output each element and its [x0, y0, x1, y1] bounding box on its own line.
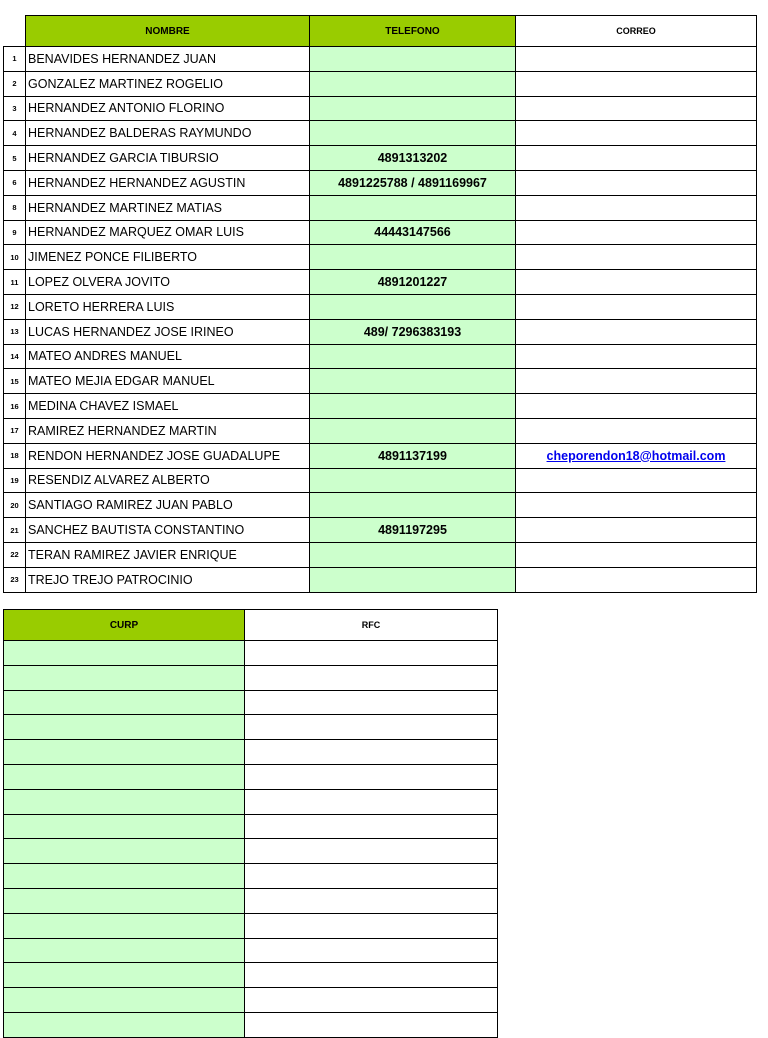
telefono-cell[interactable]	[310, 195, 516, 220]
nombre-cell[interactable]: SANTIAGO RAMIREZ JUAN PABLO	[26, 493, 310, 518]
correo-cell[interactable]	[516, 294, 757, 319]
correo-cell[interactable]	[516, 47, 757, 72]
curp-cell[interactable]	[4, 938, 245, 963]
telefono-cell[interactable]	[310, 542, 516, 567]
table-row	[4, 641, 498, 666]
rfc-cell[interactable]	[245, 690, 498, 715]
telefono-cell[interactable]: 4891137199	[310, 443, 516, 468]
table-row	[4, 96, 757, 121]
table-row	[4, 518, 757, 543]
header-telefono: TELEFONO	[310, 16, 516, 47]
curp-cell[interactable]	[4, 913, 245, 938]
table-row	[4, 1012, 498, 1037]
table-row	[4, 864, 498, 889]
telefono-cell[interactable]: 44443147566	[310, 220, 516, 245]
nombre-cell[interactable]: RENDON HERNANDEZ JOSE GUADALUPE	[26, 443, 310, 468]
telefono-cell[interactable]	[310, 245, 516, 270]
row-number: 22	[4, 542, 26, 567]
correo-cell[interactable]	[516, 542, 757, 567]
telefono-cell[interactable]	[310, 493, 516, 518]
table-row	[4, 220, 757, 245]
correo-cell[interactable]	[516, 270, 757, 295]
table-row	[4, 963, 498, 988]
curp-cell[interactable]	[4, 665, 245, 690]
nombre-cell[interactable]: LORETO HERRERA LUIS	[26, 294, 310, 319]
rfc-cell[interactable]	[245, 764, 498, 789]
rfc-cell[interactable]	[245, 1012, 498, 1037]
curp-cell[interactable]	[4, 789, 245, 814]
row-number: 15	[4, 369, 26, 394]
correo-cell[interactable]	[516, 468, 757, 493]
row-number: 19	[4, 468, 26, 493]
table-row	[4, 542, 757, 567]
row-number: 3	[4, 96, 26, 121]
correo-cell[interactable]	[516, 170, 757, 195]
curp-rfc-header-row	[4, 610, 498, 641]
correo-cell[interactable]	[516, 518, 757, 543]
correo-cell[interactable]	[516, 71, 757, 96]
row-number: 14	[4, 344, 26, 369]
curp-cell[interactable]	[4, 814, 245, 839]
telefono-cell[interactable]	[310, 468, 516, 493]
telefono-cell[interactable]: 4891225788 / 4891169967	[310, 170, 516, 195]
curp-rfc-table	[3, 609, 498, 1038]
table-row	[4, 715, 498, 740]
correo-cell[interactable]	[516, 369, 757, 394]
rfc-cell[interactable]	[245, 715, 498, 740]
table-row	[4, 690, 498, 715]
table-row	[4, 294, 757, 319]
table-row	[4, 47, 757, 72]
curp-cell[interactable]	[4, 988, 245, 1013]
curp-cell[interactable]	[4, 888, 245, 913]
telefono-cell[interactable]	[310, 71, 516, 96]
nombre-cell[interactable]: HERNANDEZ ANTONIO FLORINO	[26, 96, 310, 121]
table-row	[4, 394, 757, 419]
rfc-cell[interactable]	[245, 963, 498, 988]
nombre-cell[interactable]: RESENDIZ ALVAREZ ALBERTO	[26, 468, 310, 493]
table-row	[4, 567, 757, 592]
curp-cell[interactable]	[4, 641, 245, 666]
row-number: 12	[4, 294, 26, 319]
telefono-cell[interactable]	[310, 418, 516, 443]
correo-cell[interactable]	[516, 245, 757, 270]
table-row	[4, 369, 757, 394]
rfc-cell[interactable]	[245, 864, 498, 889]
nombre-cell[interactable]: TREJO TREJO PATROCINIO	[26, 567, 310, 592]
nombre-cell[interactable]: RAMIREZ HERNANDEZ MARTIN	[26, 418, 310, 443]
rfc-cell[interactable]	[245, 913, 498, 938]
row-number: 8	[4, 195, 26, 220]
table-row	[4, 938, 498, 963]
curp-cell[interactable]	[4, 740, 245, 765]
nombre-cell[interactable]: MATEO ANDRES MANUEL	[26, 344, 310, 369]
telefono-cell[interactable]	[310, 294, 516, 319]
correo-cell[interactable]	[516, 319, 757, 344]
curp-cell[interactable]	[4, 764, 245, 789]
table-row	[4, 493, 757, 518]
nombre-cell[interactable]: BENAVIDES HERNANDEZ JUAN	[26, 47, 310, 72]
rfc-cell[interactable]	[245, 665, 498, 690]
rfc-cell[interactable]	[245, 938, 498, 963]
nombre-cell[interactable]: MATEO MEJIA EDGAR MANUEL	[26, 369, 310, 394]
table-row	[4, 789, 498, 814]
table-row	[4, 988, 498, 1013]
email-link[interactable]: cheporendon18@hotmail.com	[546, 448, 726, 463]
row-number: 2	[4, 71, 26, 96]
curp-cell[interactable]	[4, 963, 245, 988]
rfc-cell[interactable]	[245, 988, 498, 1013]
row-number: 5	[4, 146, 26, 171]
table-row	[4, 121, 757, 146]
nombre-cell[interactable]: HERNANDEZ GARCIA TIBURSIO	[26, 146, 310, 171]
row-number: 13	[4, 319, 26, 344]
row-number: 1	[4, 47, 26, 72]
row-number: 4	[4, 121, 26, 146]
rfc-cell[interactable]	[245, 789, 498, 814]
rfc-cell[interactable]	[245, 814, 498, 839]
table-row	[4, 888, 498, 913]
correo-cell[interactable]	[516, 121, 757, 146]
nombre-cell[interactable]: HERNANDEZ HERNANDEZ AGUSTIN	[26, 170, 310, 195]
nombre-cell[interactable]: LUCAS HERNANDEZ JOSE IRINEO	[26, 319, 310, 344]
table-row	[4, 195, 757, 220]
table-row	[4, 170, 757, 195]
header-curp: CURP	[4, 610, 245, 641]
header-correo: CORREO	[516, 16, 757, 47]
correo-cell[interactable]	[516, 443, 757, 468]
nombre-cell[interactable]: HERNANDEZ MARTINEZ MATIAS	[26, 195, 310, 220]
table-row	[4, 740, 498, 765]
row-number: 9	[4, 220, 26, 245]
telefono-cell[interactable]	[310, 47, 516, 72]
row-number: 18	[4, 443, 26, 468]
table-row	[4, 71, 757, 96]
row-number: 6	[4, 170, 26, 195]
row-number: 10	[4, 245, 26, 270]
correo-cell[interactable]	[516, 567, 757, 592]
telefono-cell[interactable]	[310, 369, 516, 394]
header-rfc: RFC	[245, 610, 498, 641]
nombre-cell[interactable]: TERAN RAMIREZ JAVIER ENRIQUE	[26, 542, 310, 567]
row-number: 21	[4, 518, 26, 543]
telefono-cell[interactable]: 4891201227	[310, 270, 516, 295]
table-row	[4, 913, 498, 938]
nombre-cell[interactable]: LOPEZ OLVERA JOVITO	[26, 270, 310, 295]
telefono-cell[interactable]	[310, 567, 516, 592]
telefono-cell[interactable]	[310, 96, 516, 121]
curp-cell[interactable]	[4, 1012, 245, 1037]
nombre-cell[interactable]: JIMENEZ PONCE FILIBERTO	[26, 245, 310, 270]
corner-cell	[4, 16, 26, 47]
curp-cell[interactable]	[4, 864, 245, 889]
table-row	[4, 764, 498, 789]
telefono-cell[interactable]: 489/ 7296383193	[310, 319, 516, 344]
contacts-header-row	[4, 16, 757, 47]
telefono-cell[interactable]: 4891197295	[310, 518, 516, 543]
contacts-body	[4, 47, 757, 593]
curp-rfc-body	[4, 641, 498, 1038]
table-row	[4, 665, 498, 690]
table-row	[4, 146, 757, 171]
row-number: 16	[4, 394, 26, 419]
table-row	[4, 839, 498, 864]
curp-cell[interactable]	[4, 715, 245, 740]
table-row	[4, 418, 757, 443]
row-number: 17	[4, 418, 26, 443]
nombre-cell[interactable]: HERNANDEZ BALDERAS RAYMUNDO	[26, 121, 310, 146]
rfc-cell[interactable]	[245, 641, 498, 666]
telefono-cell[interactable]: 4891313202	[310, 146, 516, 171]
correo-cell[interactable]	[516, 195, 757, 220]
table-row	[4, 319, 757, 344]
nombre-cell[interactable]: HERNANDEZ MARQUEZ OMAR LUIS	[26, 220, 310, 245]
table-row	[4, 245, 757, 270]
rfc-cell[interactable]	[245, 888, 498, 913]
table-row	[4, 344, 757, 369]
rfc-cell[interactable]	[245, 740, 498, 765]
curp-cell[interactable]	[4, 690, 245, 715]
table-row	[4, 468, 757, 493]
row-number: 11	[4, 270, 26, 295]
correo-cell[interactable]	[516, 394, 757, 419]
nombre-cell[interactable]: SANCHEZ BAUTISTA CONSTANTINO	[26, 518, 310, 543]
table-row	[4, 270, 757, 295]
correo-cell[interactable]	[516, 344, 757, 369]
nombre-cell[interactable]: MEDINA CHAVEZ ISMAEL	[26, 394, 310, 419]
telefono-cell[interactable]	[310, 121, 516, 146]
correo-cell[interactable]	[516, 146, 757, 171]
correo-cell[interactable]	[516, 96, 757, 121]
table-row	[4, 814, 498, 839]
correo-cell[interactable]	[516, 220, 757, 245]
telefono-cell[interactable]	[310, 394, 516, 419]
rfc-cell[interactable]	[245, 839, 498, 864]
contacts-table	[3, 15, 757, 593]
nombre-cell[interactable]: GONZALEZ MARTINEZ ROGELIO	[26, 71, 310, 96]
correo-cell[interactable]	[516, 418, 757, 443]
correo-cell[interactable]	[516, 493, 757, 518]
row-number: 23	[4, 567, 26, 592]
header-nombre: NOMBRE	[26, 16, 310, 47]
table-row	[4, 443, 757, 468]
row-number: 20	[4, 493, 26, 518]
telefono-cell[interactable]	[310, 344, 516, 369]
curp-cell[interactable]	[4, 839, 245, 864]
